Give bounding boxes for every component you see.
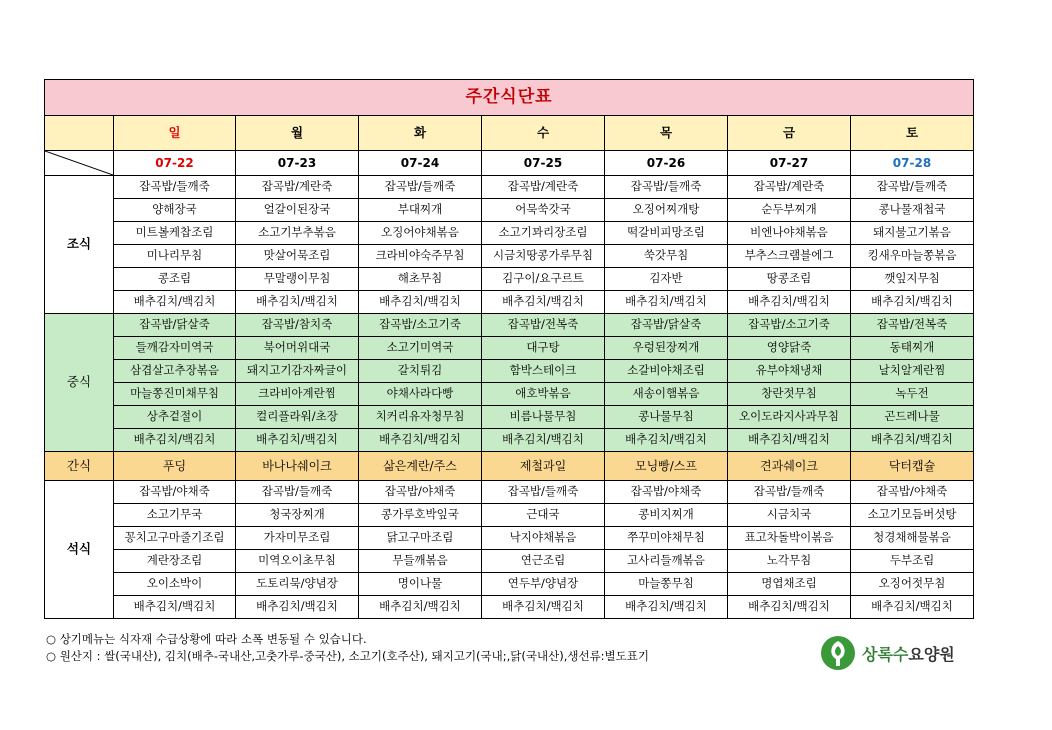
lunch-item-thu: 잡곡밥/닭살죽	[605, 314, 728, 337]
breakfast-item-thu: 배추김치/백김치	[605, 291, 728, 314]
diagonal-line	[45, 151, 113, 175]
dinner-item-sat: 청경채해물볶음	[851, 527, 974, 550]
dinner-item-wed: 연근조림	[482, 550, 605, 573]
day-header-mon: 월	[236, 116, 359, 151]
dinner-item-thu: 쭈꾸미야채무침	[605, 527, 728, 550]
lunch-item-thu: 소갈비야채조림	[605, 360, 728, 383]
dinner-item-sat: 두부조림	[851, 550, 974, 573]
dinner-item-fri: 배추김치/백김치	[728, 596, 851, 619]
day-header-wed: 수	[482, 116, 605, 151]
snack-label: 간식	[45, 452, 114, 481]
breakfast-item-tue: 해초무침	[359, 268, 482, 291]
dinner-row	[45, 527, 974, 550]
breakfast-item-sat: 킹새우마늘쫑볶음	[851, 245, 974, 268]
breakfast-item-thu: 오징어찌개탕	[605, 199, 728, 222]
lunch-item-tue: 잡곡밥/소고기죽	[359, 314, 482, 337]
lunch-item-mon: 북어머위대국	[236, 337, 359, 360]
note-origin: ○ 원산지 : 쌀(국내산), 김치(배추-국내산,고춧가루-중국산), 소고기(호주산), 돼지고기(국내;,닭(국내산),생선류:별도표기	[46, 649, 649, 663]
lunch-item-tue: 치커리유자청무침	[359, 406, 482, 429]
dinner-item-tue: 잡곡밥/야채죽	[359, 481, 482, 504]
dinner-row	[45, 550, 974, 573]
breakfast-label: 조식	[45, 176, 114, 314]
breakfast-item-fri: 순두부찌개	[728, 199, 851, 222]
breakfast-item-sun: 양해장국	[114, 199, 236, 222]
lunch-item-tue: 갈치튀김	[359, 360, 482, 383]
breakfast-item-sun: 배추김치/백김치	[114, 291, 236, 314]
logo-main-text: 상록수	[862, 644, 909, 664]
breakfast-item-sat: 돼지불고기볶음	[851, 222, 974, 245]
date-wed: 07-25	[482, 151, 605, 176]
breakfast-item-wed: 김구이/요구르트	[482, 268, 605, 291]
day-header-fri: 금	[728, 116, 851, 151]
page-title: 주간식단표	[45, 80, 974, 116]
dinner-item-wed: 잡곡밥/들깨죽	[482, 481, 605, 504]
dinner-item-fri: 노각무침	[728, 550, 851, 573]
lunch-row	[45, 429, 974, 452]
dinner-item-fri: 잡곡밥/들깨죽	[728, 481, 851, 504]
dinner-item-tue: 닭고구마조림	[359, 527, 482, 550]
breakfast-item-tue: 잡곡밥/들깨죽	[359, 176, 482, 199]
breakfast-item-sat: 깻잎지무침	[851, 268, 974, 291]
dinner-item-fri: 시금치국	[728, 504, 851, 527]
dinner-row	[45, 596, 974, 619]
lunch-item-sun: 들깨감자미역국	[114, 337, 236, 360]
dinner-row	[45, 481, 974, 504]
date-thu: 07-26	[605, 151, 728, 176]
dinner-item-sat: 오징어젓무침	[851, 573, 974, 596]
day-header-tue: 화	[359, 116, 482, 151]
logo-text	[862, 642, 955, 665]
lunch-item-mon: 크라비아계란찜	[236, 383, 359, 406]
dinner-item-thu: 고사리들깨볶음	[605, 550, 728, 573]
lunch-item-fri: 배추김치/백김치	[728, 429, 851, 452]
breakfast-item-sun: 콩조림	[114, 268, 236, 291]
weekly-menu-table	[44, 79, 974, 619]
lunch-item-fri: 유부야채냉채	[728, 360, 851, 383]
snack-row	[45, 452, 974, 481]
breakfast-item-sun: 미트볼케찹조림	[114, 222, 236, 245]
lunch-item-fri: 영양닭죽	[728, 337, 851, 360]
dinner-item-mon: 가자미무조림	[236, 527, 359, 550]
tree-logo-icon	[820, 635, 856, 671]
lunch-item-thu: 우렁된장찌개	[605, 337, 728, 360]
breakfast-item-fri: 땅콩조림	[728, 268, 851, 291]
snack-item-sat: 닥터캡슐	[851, 452, 974, 481]
breakfast-item-thu: 잡곡밥/들깨죽	[605, 176, 728, 199]
breakfast-item-mon: 소고기부추볶음	[236, 222, 359, 245]
breakfast-item-sat: 잡곡밥/들깨죽	[851, 176, 974, 199]
diagonal-corner-cell	[45, 151, 114, 176]
snack-item-thu: 모닝빵/스프	[605, 452, 728, 481]
snack-item-tue: 삶은계란/주스	[359, 452, 482, 481]
day-header-sun: 일	[114, 116, 236, 151]
dinner-item-wed: 근대국	[482, 504, 605, 527]
date-tue: 07-24	[359, 151, 482, 176]
lunch-row	[45, 337, 974, 360]
breakfast-item-wed: 어묵쑥갓국	[482, 199, 605, 222]
dinner-item-mon: 미역오이초무침	[236, 550, 359, 573]
lunch-item-sat: 동태찌개	[851, 337, 974, 360]
day-header-row	[45, 116, 974, 151]
breakfast-item-fri: 잡곡밥/계란죽	[728, 176, 851, 199]
breakfast-row	[45, 245, 974, 268]
dinner-item-wed: 낙지야채볶음	[482, 527, 605, 550]
dinner-item-thu: 마늘쫑무침	[605, 573, 728, 596]
lunch-item-wed: 애호박볶음	[482, 383, 605, 406]
breakfast-item-sun: 미나리무침	[114, 245, 236, 268]
dinner-item-mon: 잡곡밥/들깨죽	[236, 481, 359, 504]
dinner-item-sun: 계란장조림	[114, 550, 236, 573]
lunch-item-thu: 배추김치/백김치	[605, 429, 728, 452]
lunch-item-sat: 잡곡밥/전복죽	[851, 314, 974, 337]
lunch-item-wed: 배추김치/백김치	[482, 429, 605, 452]
lunch-item-sat: 날치알계란찜	[851, 360, 974, 383]
lunch-item-thu: 콩나물무침	[605, 406, 728, 429]
breakfast-item-mon: 얼갈이된장국	[236, 199, 359, 222]
breakfast-item-tue: 부대찌개	[359, 199, 482, 222]
breakfast-item-wed: 소고기꽈리장조림	[482, 222, 605, 245]
dinner-item-mon: 청국장찌개	[236, 504, 359, 527]
breakfast-item-tue: 오징어야채볶음	[359, 222, 482, 245]
lunch-row	[45, 360, 974, 383]
lunch-item-sat: 배추김치/백김치	[851, 429, 974, 452]
dinner-item-tue: 명이나물	[359, 573, 482, 596]
dinner-item-tue: 콩가루호박잎국	[359, 504, 482, 527]
lunch-item-thu: 새송이햄볶음	[605, 383, 728, 406]
breakfast-item-fri: 비엔나야채볶음	[728, 222, 851, 245]
date-sun: 07-22	[114, 151, 236, 176]
breakfast-row	[45, 199, 974, 222]
lunch-item-sat: 녹두전	[851, 383, 974, 406]
dinner-item-fri: 표고차돌박이볶음	[728, 527, 851, 550]
lunch-row	[45, 383, 974, 406]
lunch-item-tue: 야채사라다빵	[359, 383, 482, 406]
lunch-row	[45, 314, 974, 337]
date-fri: 07-27	[728, 151, 851, 176]
breakfast-row	[45, 291, 974, 314]
dinner-item-thu: 콩비지찌개	[605, 504, 728, 527]
dinner-item-sun: 소고기무국	[114, 504, 236, 527]
dinner-item-sun: 잡곡밥/야채죽	[114, 481, 236, 504]
breakfast-item-tue: 배추김치/백김치	[359, 291, 482, 314]
notes	[46, 631, 649, 665]
dinner-item-mon: 도토리묵/양념장	[236, 573, 359, 596]
breakfast-row	[45, 268, 974, 291]
dinner-item-sun: 오이소박이	[114, 573, 236, 596]
dinner-item-sat: 잡곡밥/야채죽	[851, 481, 974, 504]
lunch-row	[45, 406, 974, 429]
logo	[820, 633, 955, 673]
lunch-item-sun: 잡곡밥/닭살죽	[114, 314, 236, 337]
lunch-item-wed: 잡곡밥/전복죽	[482, 314, 605, 337]
dinner-item-sat: 배추김치/백김치	[851, 596, 974, 619]
day-header-thu: 목	[605, 116, 728, 151]
lunch-item-wed: 함박스테이크	[482, 360, 605, 383]
breakfast-item-mon: 맛살어묵조림	[236, 245, 359, 268]
lunch-item-wed: 비름나물무침	[482, 406, 605, 429]
date-row	[45, 151, 974, 176]
dinner-item-fri: 명엽채조림	[728, 573, 851, 596]
note-menu-change: ○ 상기메뉴는 식자재 수급상황에 따라 소폭 변동될 수 있습니다.	[46, 632, 367, 646]
lunch-item-wed: 대구탕	[482, 337, 605, 360]
breakfast-item-sat: 배추김치/백김치	[851, 291, 974, 314]
dinner-item-thu: 배추김치/백김치	[605, 596, 728, 619]
lunch-item-tue: 소고기미역국	[359, 337, 482, 360]
dinner-item-tue: 무들깨볶음	[359, 550, 482, 573]
dinner-item-tue: 배추김치/백김치	[359, 596, 482, 619]
breakfast-item-wed: 잡곡밥/계란죽	[482, 176, 605, 199]
logo-sub-text: 요양원	[908, 644, 955, 664]
dinner-item-thu: 잡곡밥/야채죽	[605, 481, 728, 504]
snack-item-sun: 푸딩	[114, 452, 236, 481]
breakfast-row	[45, 222, 974, 245]
snack-item-wed: 제철과일	[482, 452, 605, 481]
breakfast-item-tue: 크라비야숙주무침	[359, 245, 482, 268]
lunch-item-mon: 잡곡밥/참치죽	[236, 314, 359, 337]
breakfast-item-mon: 배추김치/백김치	[236, 291, 359, 314]
lunch-item-fri: 창란젓무침	[728, 383, 851, 406]
breakfast-item-sun: 잡곡밥/들깨죽	[114, 176, 236, 199]
breakfast-item-thu: 김자반	[605, 268, 728, 291]
day-header-sat: 토	[851, 116, 974, 151]
dinner-item-wed: 연두부/양념장	[482, 573, 605, 596]
snack-item-mon: 바나나쉐이크	[236, 452, 359, 481]
breakfast-item-wed: 배추김치/백김치	[482, 291, 605, 314]
lunch-item-sun: 삼겹살고추장볶음	[114, 360, 236, 383]
lunch-label: 중식	[45, 314, 114, 452]
dinner-item-sun: 배추김치/백김치	[114, 596, 236, 619]
breakfast-item-thu: 쑥갓무침	[605, 245, 728, 268]
date-sat: 07-28	[851, 151, 974, 176]
dinner-item-sun: 꽁치고구마줄기조림	[114, 527, 236, 550]
breakfast-item-sat: 콩나물재첩국	[851, 199, 974, 222]
breakfast-item-mon: 잡곡밥/계란죽	[236, 176, 359, 199]
dinner-row	[45, 504, 974, 527]
lunch-item-fri: 잡곡밥/소고기죽	[728, 314, 851, 337]
date-mon: 07-23	[236, 151, 359, 176]
breakfast-item-wed: 시금치땅콩가루무침	[482, 245, 605, 268]
lunch-item-mon: 배추김치/백김치	[236, 429, 359, 452]
lunch-item-tue: 배추김치/백김치	[359, 429, 482, 452]
lunch-item-mon: 컬리플라워/초장	[236, 406, 359, 429]
breakfast-item-fri: 부추스크램블에그	[728, 245, 851, 268]
dinner-row	[45, 573, 974, 596]
lunch-item-sun: 마늘쫑진미채무침	[114, 383, 236, 406]
lunch-item-sun: 배추김치/백김치	[114, 429, 236, 452]
breakfast-item-fri: 배추김치/백김치	[728, 291, 851, 314]
lunch-item-mon: 돼지고기감자짜글이	[236, 360, 359, 383]
dinner-label: 석식	[45, 481, 114, 619]
dinner-item-wed: 배추김치/백김치	[482, 596, 605, 619]
dinner-item-sat: 소고기모듬버섯탕	[851, 504, 974, 527]
lunch-item-sun: 상추겉절이	[114, 406, 236, 429]
snack-item-fri: 견과쉐이크	[728, 452, 851, 481]
breakfast-row	[45, 176, 974, 199]
breakfast-item-mon: 무말랭이무침	[236, 268, 359, 291]
lunch-item-sat: 곤드레나물	[851, 406, 974, 429]
breakfast-item-thu: 떡갈비피망조림	[605, 222, 728, 245]
lunch-item-fri: 오이도라지사과무침	[728, 406, 851, 429]
dinner-item-mon: 배추김치/백김치	[236, 596, 359, 619]
corner-cell	[45, 116, 114, 151]
